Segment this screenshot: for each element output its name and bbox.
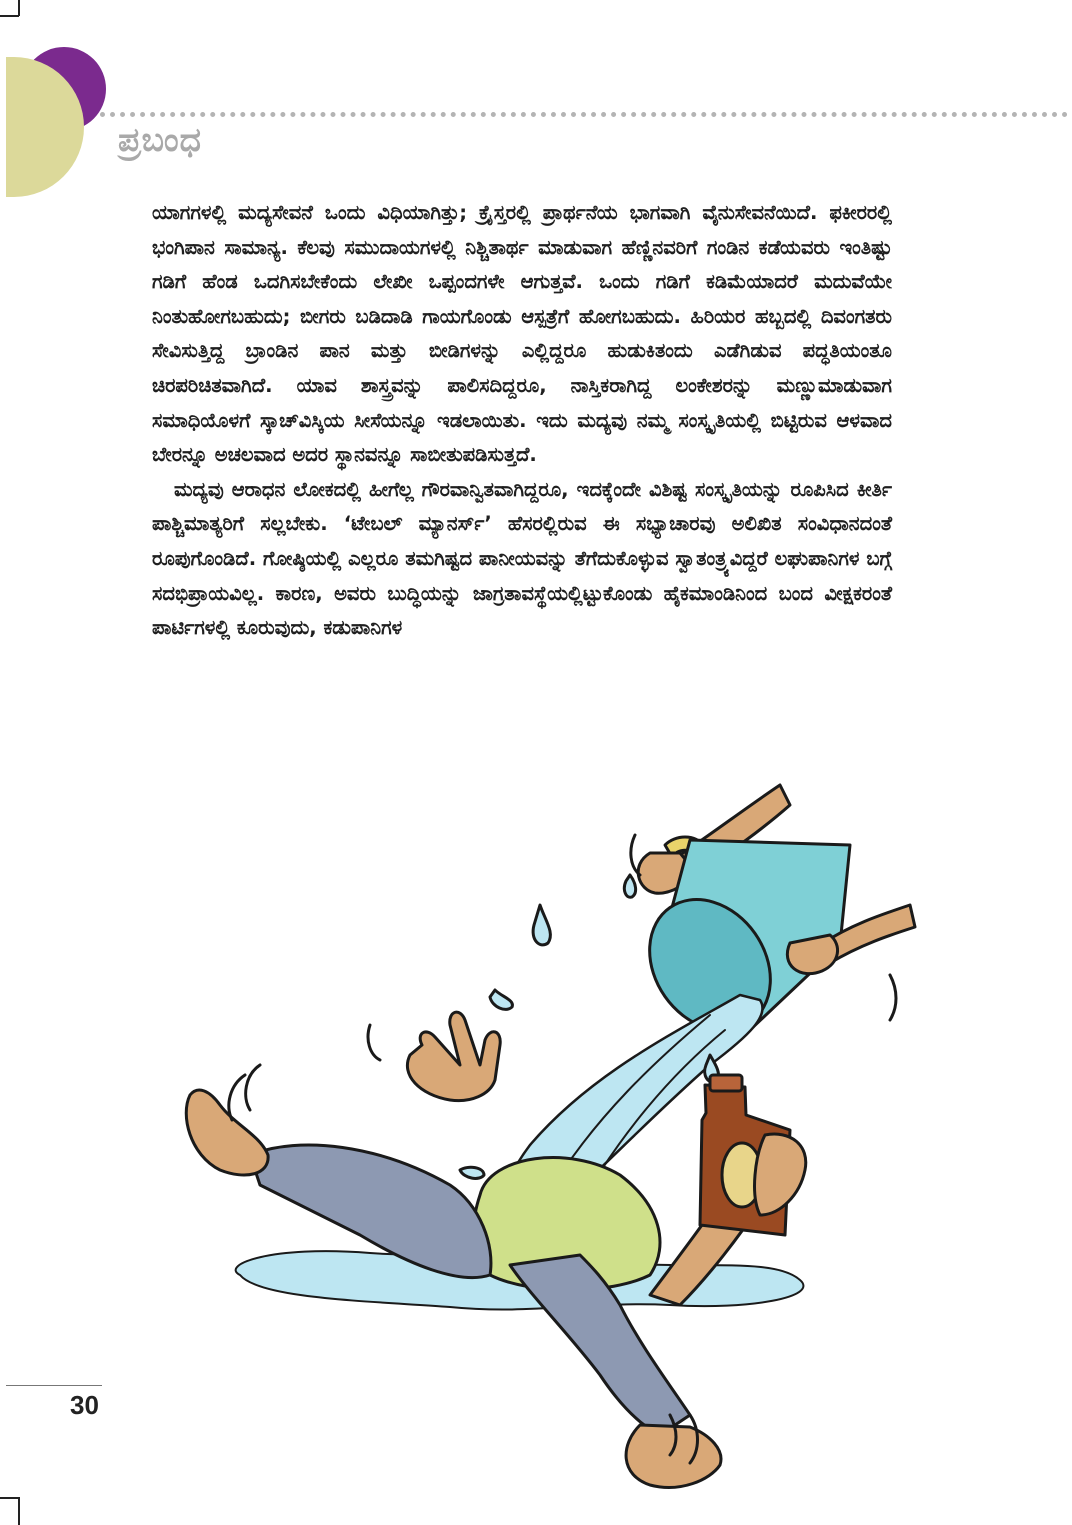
crop-mark-top-left-h [0, 15, 19, 17]
dotted-header-rule [100, 112, 1068, 117]
article-paragraph-2: ಮದ್ಯವು ಆರಾಧನ ಲೋಕದಲ್ಲಿ ಹೀಗೆಲ್ಲ ಗೌರವಾನ್ವಿತವಾಗಿದ್ದರೂ, ಇದಕ್ಕೆಂದೇ ವಿಶಿಷ್ಟ ಸಂಸ್ಕೃತಿಯನ್ನು ರೂಪಿಸಿದ ಕೀರ್ತಿ ಪಾಶ್ಚಿಮಾತ್ಯರಿಗೆ ಸಲ್ಲಬೇಕು. ‘ಟೇಬಲ್ ಮ್ಯಾನರ್ಸ್’ ಹೆಸರಲ್ಲಿರುವ ಈ ಸಭ್ಯಾಚಾರವು ಅಲಿಖಿತ ಸಂವಿಧಾನದಂತೆ ರೂಪುಗೊಂಡಿದೆ. ಗೋಷ್ಠಿಯಲ್ಲಿ ಎಲ್ಲರೂ ತಮಗಿಷ್ಟದ ಪಾನೀಯವನ್ನು ತೆಗೆದುಕೊಳ್ಳುವ ಸ್ವಾತಂತ್ರ್ಯವಿದ್ದರೆ ಲಘುಪಾನಿಗಳ ಬಗ್ಗೆ ಸದಭಿಪ್ರಾಯವಿಲ್ಲ. ಕಾರಣ, ಅವರು ಬುದ್ಧಿಯನ್ನು ಜಾಗ್ರತಾವಸ್ಥೆಯಲ್ಲಿಟ್ಟುಕೊಂಡು ಹೈಕಮಾಂಡಿನಿಂದ ಬಂದ ವೀಕ್ಷಕರಂತೆ ಪಾರ್ಟಿಗಳಲ್ಲಿ ಕೂರುವುದು, ಕಡುಪಾನಿಗಳ [152, 477, 892, 640]
article-paragraph-1: ಯಾಗಗಳಲ್ಲಿ ಮದ್ಯಸೇವನೆ ಒಂದು ವಿಧಿಯಾಗಿತ್ತು; ಕ್ರೈಸ್ತರಲ್ಲಿ ಪ್ರಾರ್ಥನೆಯ ಭಾಗವಾಗಿ ವೈನುಸೇವನೆಯಿದೆ. ಫಕೀರರಲ್ಲಿ ಭಂಗಿಪಾನ ಸಾಮಾನ್ಯ. ಕೆಲವು ಸಮುದಾಯಗಳಲ್ಲಿ ನಿಶ್ಚಿತಾರ್ಥ ಮಾಡುವಾಗ ಹೆಣ್ಣಿನವರಿಗೆ ಗಂಡಿನ ಕಡೆಯವರು ಇಂತಿಷ್ಟು ಗಡಿಗೆ ಹೆಂಡ ಒದಗಿಸಬೇಕೆಂದು ಲೇಖೀ ಒಪ್ಪಂದಗಳೇ ಆಗುತ್ತವೆ. ಒಂದು ಗಡಿಗೆ ಕಡಿಮೆಯಾದರೆ ಮದುವೆಯೇ ನಿಂತುಹೋಗಬಹುದು; ಬೀಗರು ಬಡಿದಾಡಿ ಗಾಯಗೊಂಡು ಆಸ್ಪತ್ರೆಗೆ ಹೋಗಬಹುದು. ಹಿರಿಯರ ಹಬ್ಬದಲ್ಲಿ ದಿವಂಗತರು ಸೇವಿಸುತ್ತಿದ್ದ ಬ್ರಾಂಡಿನ ಪಾನ ಮತ್ತು ಬೀಡಿಗಳನ್ನು ಎಲ್ಲಿದ್ದರೂ ಹುಡುಕಿತಂದು ಎಡೆಗಿಡುವ ಪದ್ಧತಿಯಂತೂ ಚಿರಪರಿಚಿತವಾಗಿದೆ. ಯಾವ ಶಾಸ್ತ್ರವನ್ನು ಪಾಲಿಸದಿದ್ದರೂ, ನಾಸ್ತಿಕರಾಗಿದ್ದ ಲಂಕೇಶರನ್ನು ಮಣ್ಣುಮಾಡುವಾಗ ಸಮಾಧಿಯೊಳಗೆ ಸ್ಕಾಚ್‌ವಿಸ್ಕಿಯ ಸೀಸೆಯನ್ನೂ ಇಡಲಾಯಿತು. ಇದು ಮದ್ಯವು ನಮ್ಮ ಸಂಸ್ಕೃತಿಯಲ್ಲಿ ಬಿಟ್ಟಿರುವ ಆಳವಾದ ಬೇರನ್ನೂ ಅಚಲವಾದ ಅದರ ಸ್ಥಾನವನ್ನೂ ಸಾಬೀತುಪಡಿಸುತ್ತದೆ. [152, 201, 892, 467]
left-foot [186, 1090, 268, 1175]
article-body [152, 196, 892, 646]
cartoon-illustration [150, 775, 940, 1495]
bottle-cap [710, 1075, 742, 1091]
crop-mark-bottom-left-v [18, 1497, 20, 1525]
waving-hand [407, 1012, 500, 1101]
bottle-hand [755, 1134, 806, 1215]
hand-side [787, 935, 837, 974]
crop-mark-top-left-v [18, 0, 20, 16]
droplet [624, 875, 635, 897]
droplet [533, 905, 550, 945]
droplet [490, 990, 512, 1009]
droplet [460, 1167, 484, 1178]
section-title: ಪ್ರಬಂಧ [118, 120, 202, 159]
right-foot [626, 1425, 721, 1487]
crop-mark-bottom-left-h [0, 1497, 19, 1499]
page-number-rule [6, 1385, 102, 1386]
page-number: 30 [70, 1390, 99, 1420]
